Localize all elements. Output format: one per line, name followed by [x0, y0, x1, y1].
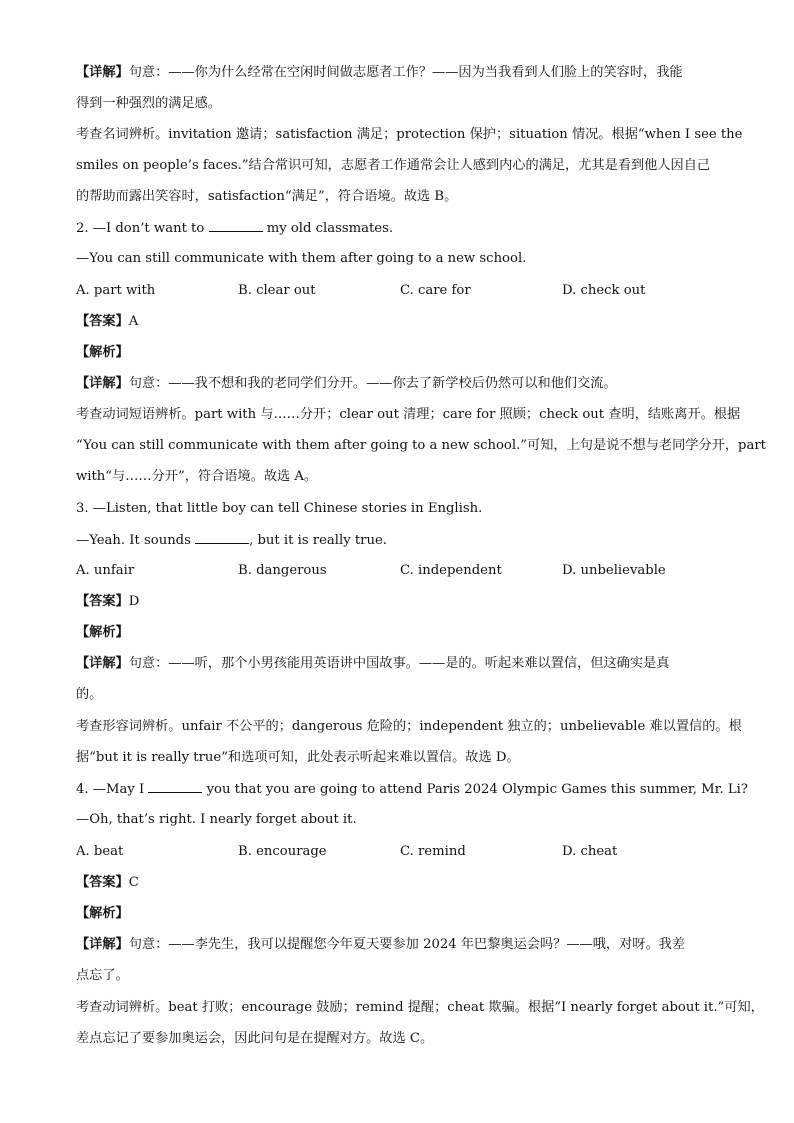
- q4-analysis-line-1: 考查动词辨析。beat 打败；encourage 鼓励；remind 提醒；cheat 欺骗。根据“I nearly forget about it.”可知，: [76, 1000, 764, 1015]
- q4-option-d: D. cheat: [562, 844, 618, 859]
- q2-blank: [209, 218, 263, 232]
- q1-analysis-line-3: 的帮助而露出笑容时，satisfaction“满足”，符合语境。故选 B。: [76, 189, 458, 204]
- q2-jiexi: [76, 343, 724, 363]
- jiexi-tag: 【解析】: [76, 906, 129, 921]
- q2-question-suffix: my old classmates.: [266, 221, 394, 236]
- q2-analysis-line-1: 考查动词短语辨析。part with 与……分开；clear out 清理；care for 照顾；check out 查明，结账离开。根据: [76, 407, 741, 422]
- q1-analysis-line-1: 考查名词辨析。invitation 邀请；satisfaction 满足；protection 保护；situation 情况。根据“when I see the: [76, 127, 743, 142]
- q1-detail-line-2: 得到一种强烈的满足感。: [76, 96, 222, 111]
- q3-jiexi: [76, 623, 724, 643]
- q4-option-b: B. encourage: [238, 844, 327, 859]
- q3-answer-value: D: [128, 594, 140, 609]
- q3-detail-line-2: 的。: [76, 687, 103, 702]
- q4-detail-line-2: 点忘了。: [76, 968, 129, 983]
- jiexi-tag: 【解析】: [76, 625, 129, 640]
- q4-blank: [148, 779, 202, 793]
- q3-blank: [195, 530, 249, 544]
- q2-answer-value: A: [128, 314, 139, 329]
- q4-reply: —Oh, that’s right. I nearly forget about it.: [76, 812, 357, 827]
- q4-answer-value: C: [128, 875, 139, 890]
- jiexi-tag: 【解析】: [76, 345, 129, 360]
- q2-detail-text: 句意：——我不想和我的老同学们分开。——你去了新学校后仍然可以和他们交流。: [128, 376, 617, 391]
- q3-analysis-line-1: 考查形容词辨析。unfair 不公平的；dangerous 危险的；independent 独立的；unbelievable 难以置信的。根: [76, 719, 742, 734]
- answer-tag: 【答案】: [76, 875, 129, 890]
- q4-question-prefix: 4. —May I: [76, 782, 145, 797]
- detail-tag: 【详解】: [76, 656, 129, 671]
- q2-analysis-line-3: with“与……分开”，符合语境。故选 A。: [76, 469, 318, 484]
- q2-detail-line-1: [76, 374, 724, 394]
- q3-question: 3. —Listen, that little boy can tell Chinese stories in English.: [76, 501, 483, 516]
- q3-answer: [76, 592, 724, 612]
- q3-reply-prefix: —Yeah. It sounds: [76, 533, 191, 548]
- q2-option-b: B. clear out: [238, 283, 316, 298]
- q2-option-d: D. check out: [562, 283, 646, 298]
- q3-option-a: A. unfair: [76, 563, 135, 578]
- q3-detail-text: 句意：——听，那个小男孩能用英语讲中国故事。——是的。听起来难以置信，但这确实是真: [128, 656, 670, 671]
- answer-tag: 【答案】: [76, 594, 129, 609]
- q2-reply: —You can still communicate with them after going to a new school.: [76, 251, 527, 266]
- q4-answer: [76, 873, 724, 893]
- q4-detail-line-1: [76, 935, 724, 955]
- answer-tag: 【答案】: [76, 314, 129, 329]
- q3-option-c: C. independent: [400, 563, 502, 578]
- detail-tag: 【详解】: [76, 376, 129, 391]
- q4-analysis-line-2: 差点忘记了要参加奥运会，因此问句是在提醒对方。故选 C。: [76, 1031, 434, 1046]
- q1-analysis-line-2: smiles on people’s faces.”结合常识可知，志愿者工作通常会让人感到内心的满足，尤其是看到他人因自己: [76, 158, 711, 173]
- q3-option-d: D. unbelievable: [562, 563, 666, 578]
- q3-option-b: B. dangerous: [238, 563, 327, 578]
- q2-option-c: C. care for: [400, 283, 471, 298]
- q3-detail-line-1: [76, 654, 724, 674]
- q4-question-suffix: you that you are going to attend Paris 2024 Olympic Games this summer, Mr. Li?: [206, 782, 748, 797]
- q3-analysis-line-2: 据“but it is really true”和选项可知，此处表示听起来难以置信。故选 D。: [76, 750, 520, 765]
- q4-jiexi: [76, 904, 724, 924]
- q4-question: [76, 779, 748, 800]
- q4-option-a: A. beat: [76, 844, 124, 859]
- q2-analysis-line-2: “You can still communicate with them after going to a new school.”可知，上句是说不想与老同学分开，part: [76, 438, 766, 453]
- q4-option-c: C. remind: [400, 844, 466, 859]
- q1-detail-line: [76, 63, 724, 83]
- q2-question-prefix: 2. —I don’t want to: [76, 221, 205, 236]
- q3-reply: [76, 530, 724, 551]
- q1-detail-text: 句意：——你为什么经常在空闲时间做志愿者工作？——因为当我看到人们脸上的笑容时，我能: [128, 65, 683, 80]
- q2-answer: [76, 312, 724, 332]
- q2-option-a: A. part with: [76, 283, 156, 298]
- detail-tag: 【详解】: [76, 65, 129, 80]
- q2-question: [76, 218, 724, 239]
- detail-tag: 【详解】: [76, 937, 129, 952]
- q4-detail-text: 句意：——李先生，我可以提醒您今年夏天要参加 2024 年巴黎奥运会吗？——哦，对呀。我差: [128, 937, 686, 952]
- q3-reply-suffix: , but it is really true.: [249, 533, 387, 548]
